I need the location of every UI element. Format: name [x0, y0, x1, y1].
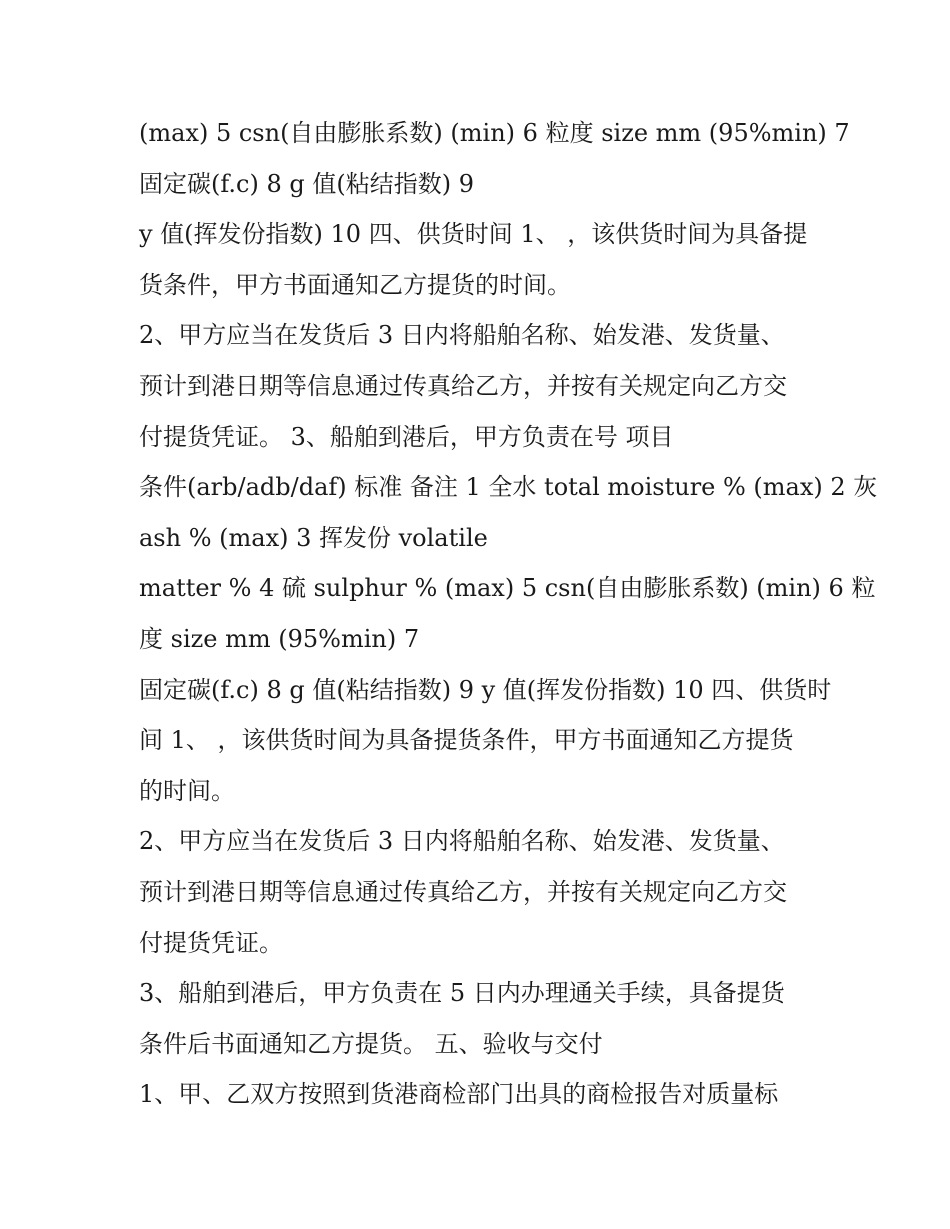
text-line: 货条件，甲方书面通知乙方提货的时间。 [139, 270, 571, 299]
text-line: 条件后书面通知乙方提货。 五、验收与交付 [139, 1029, 603, 1058]
text-line: 2、甲方应当在发货后 3 日内将船舶名称、始发港、发货量、 [139, 827, 785, 856]
text-line: 2、甲方应当在发货后 3 日内将船舶名称、始发港、发货量、 [139, 321, 785, 350]
text-line: 3、船舶到港后，甲方负责在 5 日内办理通关手续，具备提货 [139, 979, 785, 1008]
document-body [139, 108, 878, 1120]
text-line: 预计到港日期等信息通过传真给乙方，并按有关规定向乙方交 [139, 877, 787, 906]
text-line: 付提货凭证。 [139, 928, 283, 957]
text-line: 的时间。 [139, 776, 235, 805]
text-line: 间 1、 ，该供货时间为具备提货条件，甲方书面通知乙方提货 [139, 726, 794, 755]
text-line: 度 size mm (95%min) 7 [139, 624, 420, 653]
text-line: matter % 4 硫 sulphur % (max) 5 csn(自由膨胀系数) (min) 6 粒 [139, 574, 876, 603]
text-line: ash % (max) 3 挥发份 volatile [139, 523, 488, 552]
text-line: (max) 5 csn(自由膨胀系数) (min) 6 粒度 size mm (95%min) 7 [139, 119, 850, 147]
text-line: y 值(挥发份指数) 10 四、供货时间 1、 ，该供货时间为具备提 [139, 220, 808, 249]
text-line: 固定碳(f.c) 8 g 值(粘结指数) 9 [139, 169, 474, 198]
text-line: 条件(arb/adb/daf) 标准 备注 1 全水 total moisture % (max) 2 灰 [139, 473, 878, 502]
text-line: 付提货凭证。 3、船舶到港后，甲方负责在号 项目 [139, 422, 674, 451]
text-line: 1、甲、乙双方按照到货港商检部门出具的商检报告对质量标 [139, 1080, 779, 1109]
text-line: 固定碳(f.c) 8 g 值(粘结指数) 9 y 值(挥发份指数) 10 四、供货时 [139, 675, 832, 704]
text-line: 预计到港日期等信息通过传真给乙方，并按有关规定向乙方交 [139, 371, 787, 400]
